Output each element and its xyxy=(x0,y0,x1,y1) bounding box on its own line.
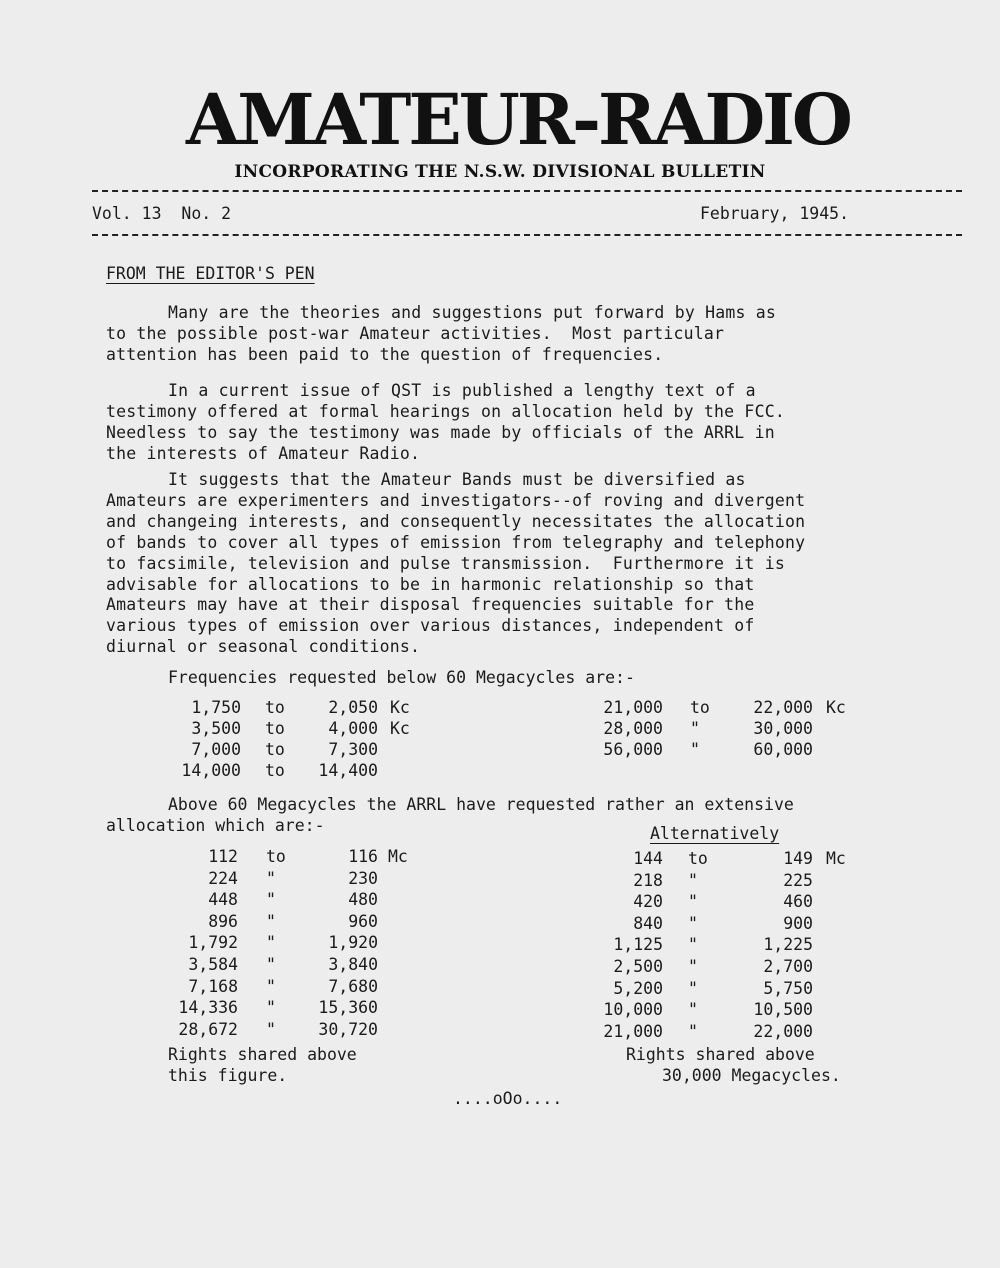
range-separator: to xyxy=(688,849,708,868)
range-separator: " xyxy=(688,957,698,976)
range-to: 15,360 xyxy=(318,998,378,1018)
range-to: 3,840 xyxy=(328,955,378,974)
range-to: 7,300 xyxy=(328,740,378,759)
range-separator: to xyxy=(265,719,285,738)
range-from: 3,500 xyxy=(191,719,241,738)
issue-date: February, 1945. xyxy=(700,204,850,223)
range-separator: " xyxy=(688,1000,698,1020)
range-separator: " xyxy=(266,890,276,910)
range-from: 1,792 xyxy=(188,933,238,953)
range-unit: Mc xyxy=(826,849,846,868)
paragraph-line: testimony offered at formal hearings on allocation held by the FCC. xyxy=(106,401,785,421)
range-to: 116 xyxy=(348,847,378,866)
top-divider xyxy=(92,190,962,192)
below60-intro: Frequencies requested below 60 Megacycles are:- xyxy=(168,668,635,687)
range-to: 900 xyxy=(783,913,813,933)
above60-intro-line2: allocation which are:- xyxy=(106,816,325,835)
range-from: 14,000 xyxy=(181,761,241,780)
masthead-title: AMATEUR-RADIO xyxy=(186,78,850,161)
paragraph-line: Many are the theories and suggestions put forward by Hams as xyxy=(168,303,777,322)
rights-left-line2: this figure. xyxy=(168,1066,288,1085)
range-from: 896 xyxy=(208,911,238,931)
range-from: 3,584 xyxy=(188,955,238,974)
range-from: 28,672 xyxy=(178,1019,238,1039)
range-to: 1,225 xyxy=(763,935,813,955)
paragraph-line: Needless to say the testimony was made by officials of the ARRL in xyxy=(106,422,775,442)
range-to: 60,000 xyxy=(753,740,813,759)
range-to: 1,920 xyxy=(328,933,378,953)
masthead-subtitle: INCORPORATING THE N.S.W. DIVISIONAL BULLETIN xyxy=(234,162,766,182)
paragraph-line: to the possible post-war Amateur activities. Most particular xyxy=(106,323,725,343)
paragraph-line: attention has been paid to the question of frequencies. xyxy=(106,344,664,364)
range-separator: " xyxy=(266,933,276,953)
range-to: 7,680 xyxy=(328,976,378,996)
paragraph-line: of bands to cover all types of emission from telegraphy and telephony xyxy=(106,532,806,552)
range-from: 1,125 xyxy=(613,935,663,955)
range-to: 30,000 xyxy=(753,719,813,738)
above60-intro-line1: Above 60 Megacycles the ARRL have requested rather an extensive xyxy=(168,795,794,814)
range-to: 225 xyxy=(783,870,813,890)
paragraph-line: diurnal or seasonal conditions. xyxy=(106,637,421,657)
range-to: 230 xyxy=(348,868,378,888)
range-to: 480 xyxy=(348,890,378,910)
paragraph-line: advisable for allocations to be in harmonic relationship so that xyxy=(106,574,755,594)
range-unit: Mc xyxy=(388,847,408,866)
issue-volume: Vol. 13 No. 2 xyxy=(92,204,232,223)
range-to: 22,000 xyxy=(753,1021,813,1041)
range-to: 2,700 xyxy=(763,957,813,976)
article-heading: FROM THE EDITOR'S PEN xyxy=(106,264,315,283)
range-from: 218 xyxy=(633,870,663,890)
range-from: 2,500 xyxy=(613,957,663,976)
range-unit: Kc xyxy=(826,698,846,717)
range-separator: " xyxy=(688,870,698,890)
range-to: 4,000 xyxy=(328,719,378,738)
range-to: 2,050 xyxy=(328,698,378,717)
range-from: 21,000 xyxy=(603,698,663,717)
range-separator: " xyxy=(688,892,698,912)
paragraph-line: In a current issue of QST is published a lengthy text of a xyxy=(168,381,756,400)
paragraph-line: It suggests that the Amateur Bands must be diversified as xyxy=(168,470,746,489)
range-from: 144 xyxy=(633,849,663,868)
range-to: 10,500 xyxy=(753,1000,813,1020)
range-separator: " xyxy=(266,976,276,996)
range-unit: Kc xyxy=(390,698,410,717)
range-separator: " xyxy=(688,913,698,933)
range-separator: to xyxy=(690,698,710,717)
range-to: 14,400 xyxy=(318,761,378,780)
alternatively-heading: Alternatively xyxy=(650,824,780,843)
range-separator: " xyxy=(266,998,276,1018)
range-from: 14,336 xyxy=(178,998,238,1018)
range-from: 112 xyxy=(208,847,238,866)
range-separator: " xyxy=(266,911,276,931)
range-separator: " xyxy=(688,1021,698,1041)
range-separator: " xyxy=(266,868,276,888)
rights-right-line1: Rights shared above xyxy=(626,1045,815,1064)
range-to: 5,750 xyxy=(763,978,813,998)
range-separator: " xyxy=(266,955,276,974)
range-to: 22,000 xyxy=(753,698,813,717)
range-separator: to xyxy=(265,698,285,717)
range-from: 28,000 xyxy=(603,719,663,738)
range-separator: " xyxy=(690,740,700,759)
range-separator: " xyxy=(690,719,700,738)
rights-left-line1: Rights shared above xyxy=(168,1045,357,1064)
range-separator: " xyxy=(688,978,698,998)
paragraph-line: Amateurs may have at their disposal frequencies suitable for the xyxy=(106,595,755,615)
paragraph-line: Amateurs are experimenters and investigators--of roving and divergent xyxy=(106,490,806,510)
range-to: 30,720 xyxy=(318,1019,378,1039)
range-from: 10,000 xyxy=(603,1000,663,1020)
range-from: 7,168 xyxy=(188,976,238,996)
range-from: 448 xyxy=(208,890,238,910)
range-from: 21,000 xyxy=(603,1021,663,1041)
range-to: 960 xyxy=(348,911,378,931)
range-to: 460 xyxy=(783,892,813,912)
paragraph-line: to facsimile, television and pulse transmission. Furthermore it is xyxy=(106,553,785,573)
rights-right-line2: 30,000 Megacycles. xyxy=(662,1066,841,1085)
range-separator: " xyxy=(688,935,698,955)
range-from: 1,750 xyxy=(191,698,241,717)
bottom-divider xyxy=(92,234,962,236)
paragraph-line: various types of emission over various distances, independent of xyxy=(106,616,755,636)
paragraph-line: and changeing interests, and consequently necessitates the allocation xyxy=(106,511,806,531)
range-from: 56,000 xyxy=(603,740,663,759)
range-separator: " xyxy=(266,1019,276,1039)
range-to: 149 xyxy=(783,849,813,868)
range-from: 5,200 xyxy=(613,978,663,998)
range-separator: to xyxy=(265,761,285,780)
end-ornament: ....oOo.... xyxy=(453,1089,563,1108)
range-from: 420 xyxy=(633,892,663,912)
range-from: 7,000 xyxy=(191,740,241,759)
range-separator: to xyxy=(266,847,286,866)
range-from: 840 xyxy=(633,913,663,933)
range-from: 224 xyxy=(208,868,238,888)
range-unit: Kc xyxy=(390,719,410,738)
paragraph-line: the interests of Amateur Radio. xyxy=(106,443,421,463)
range-separator: to xyxy=(265,740,285,759)
